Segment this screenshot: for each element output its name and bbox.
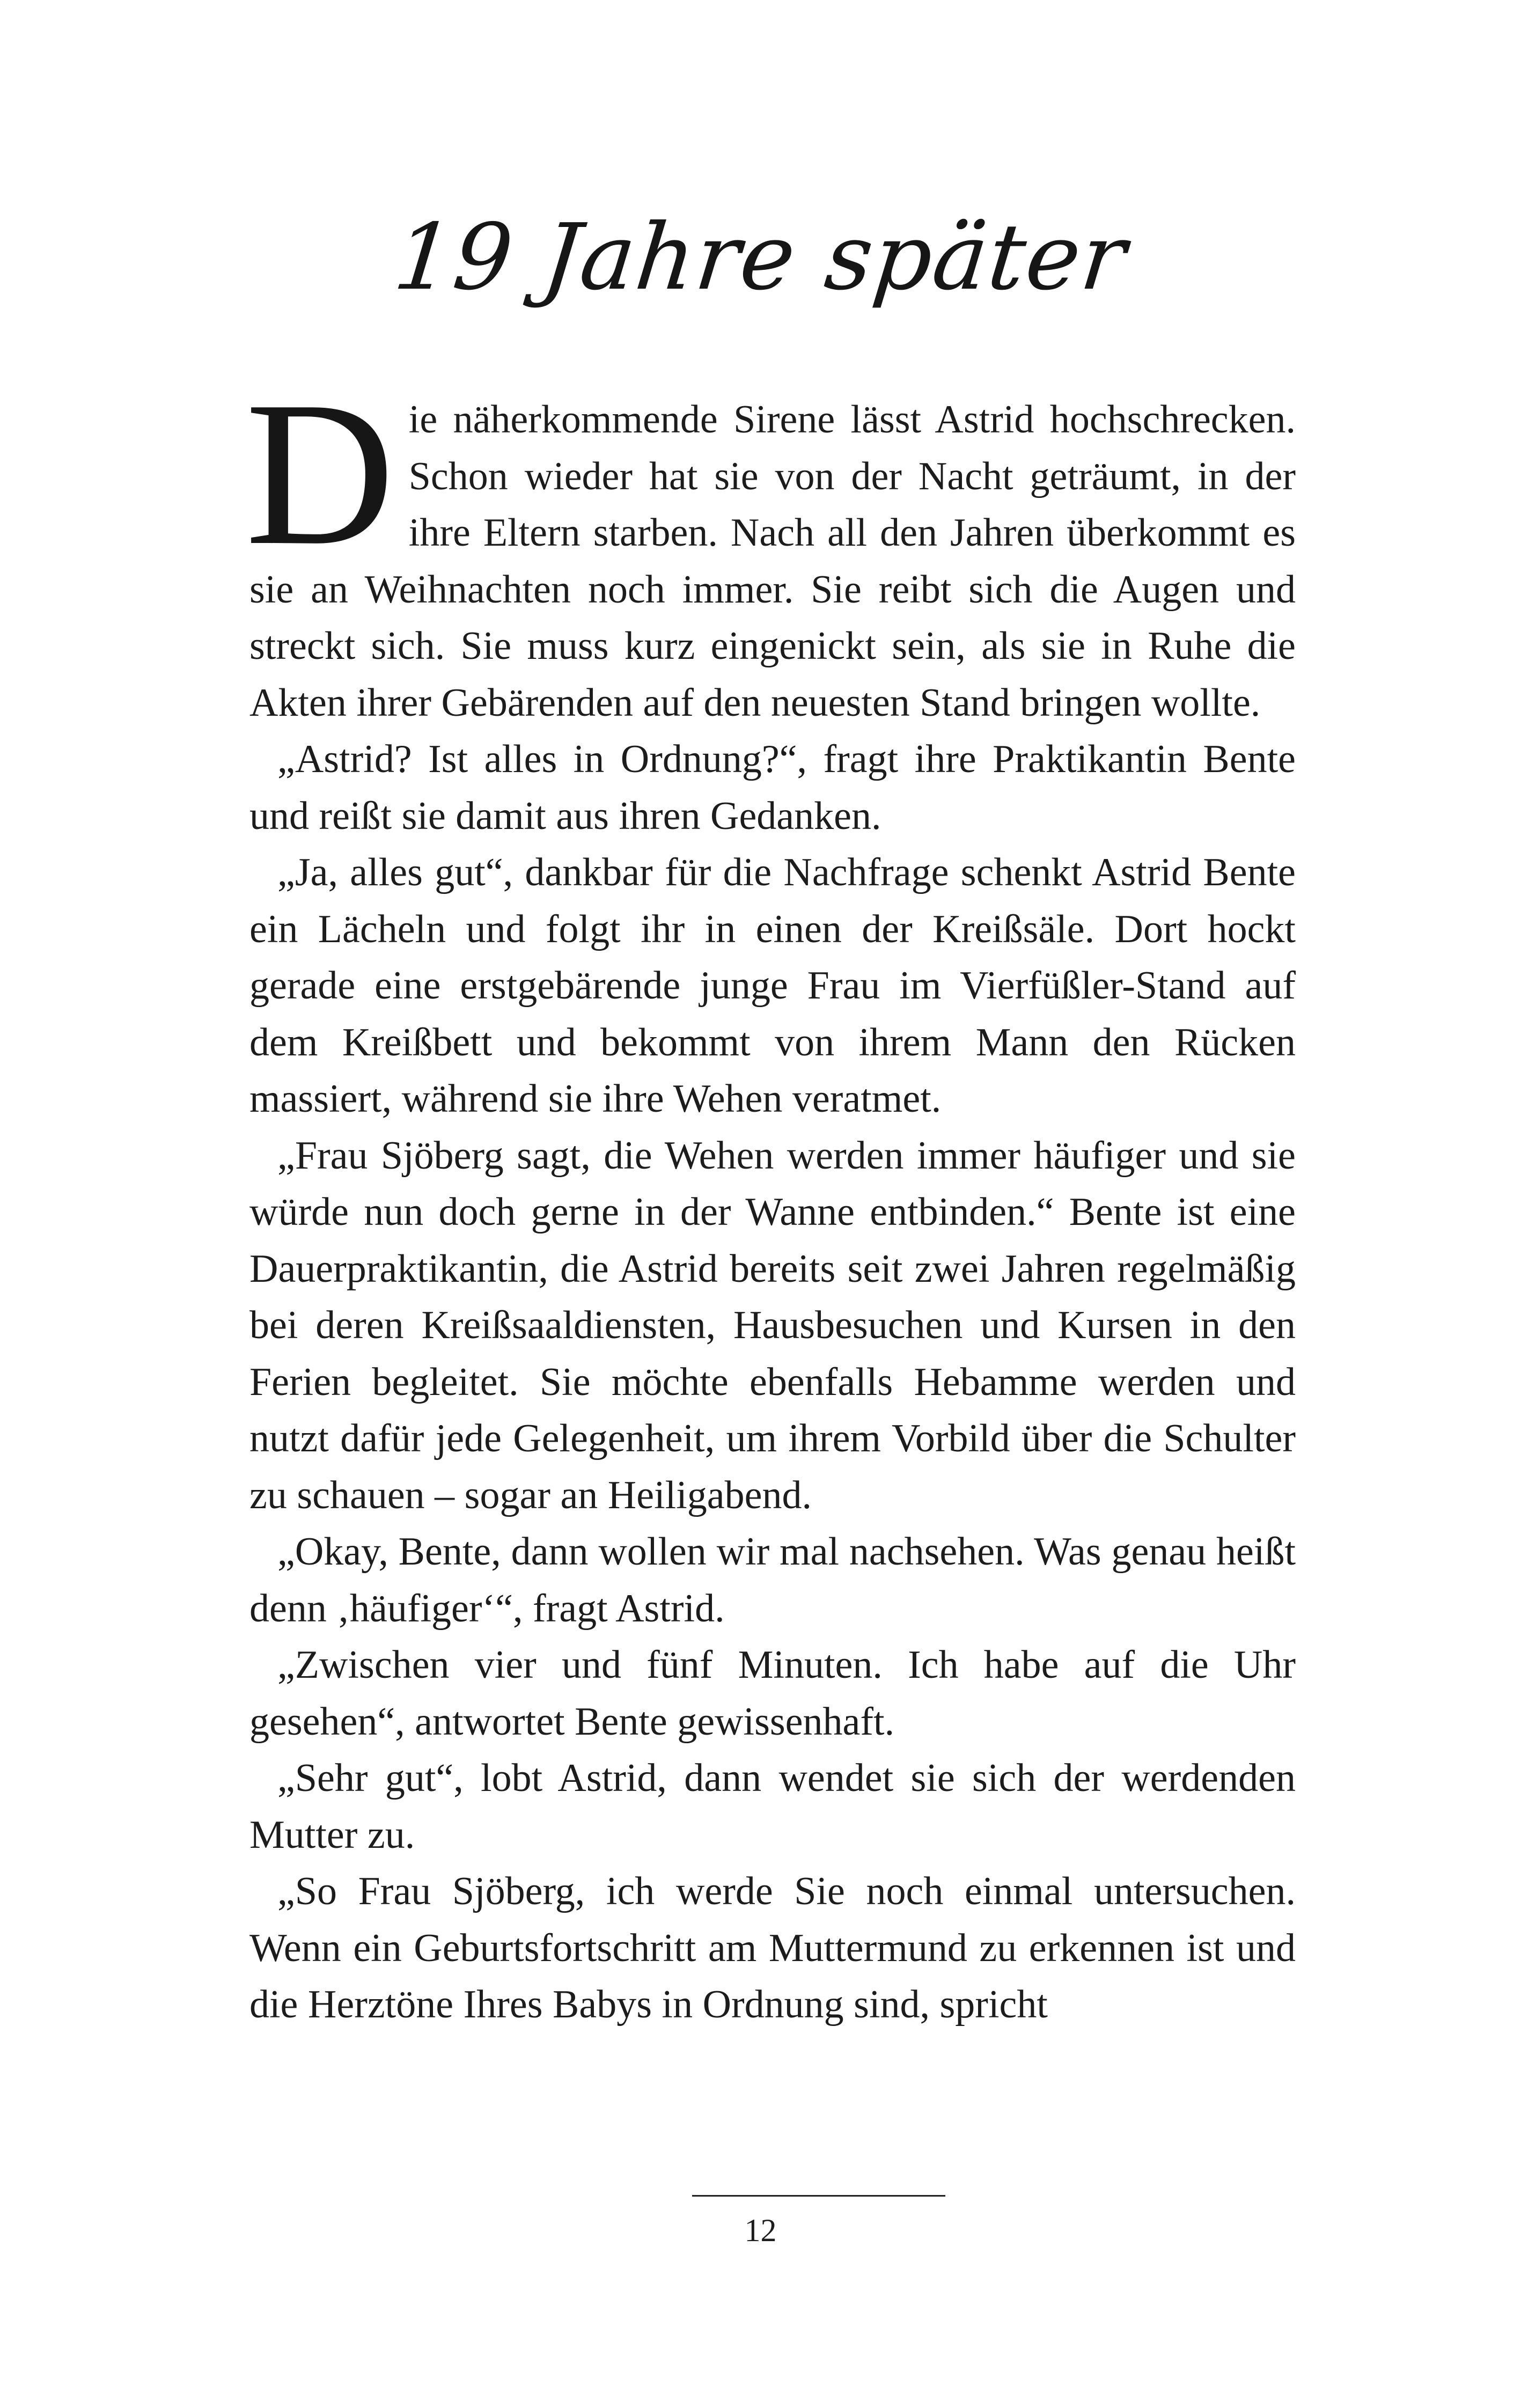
body-text [245,359,1296,2033]
footer-divider [692,2195,945,2197]
paragraph: „Sehr gut“, lobt Astrid, dann wendet sie sich der werdenden Mutter zu. [249,1756,1296,1857]
drop-cap: D [245,359,395,588]
paragraph-text: ie näherkommende Sirene lässt Astrid hochschrecken. Schon wieder hat sie von der Nacht geträumt, in der ihre Eltern starben. Nach all den Jahren überkommt es sie an Weihnachten noch immer. Sie reibt sich die Augen und streckt sich. Sie muss kurz eingenickt sein, als sie in Ruhe die Akten ihrer Gebärenden auf den neuesten Stand bringen wollte. [249,398,1296,725]
paragraph: „Ja, alles gut“, dankbar für die Nachfrage schenkt Astrid Bente ein Lächeln und folgt ihr in einen der Kreißsäle. Dort hockt gerade eine erstgebärende junge Frau im Vierfüßler-Stand auf dem Kreißbett und bekommt von ihrem Mann den Rücken massiert, während sie ihre Wehen veratmet. [249,850,1296,1121]
paragraph: „So Frau Sjöberg, ich werde Sie noch einmal untersuchen. Wenn ein Geburtsfortschritt am Muttermund zu erkennen ist und die Herztöne Ihres Babys in Ordnung sind, spricht [249,1869,1296,2027]
chapter-title: 19 Jahre später [389,204,1132,311]
paragraph: „Okay, Bente, dann wollen wir mal nachsehen. Was genau heißt denn ‚häufiger‘“, fragt Astrid. [249,1530,1296,1631]
paragraph: „Astrid? Ist alles in Ordnung?“, fragt ihre Praktikantin Bente und reißt sie damit aus ihren Gedanken. [249,737,1296,838]
paragraph: „Frau Sjöberg sagt, die Wehen werden immer häufiger und sie würde nun doch gerne in der Wanne entbinden.“ Bente ist eine Dauerpraktikantin, die Astrid bereits seit zwei Jahren regelmäßig bei deren Kreißsaaldiensten, Hausbesuchen und Kursen in den Ferien begleitet. Sie möchte ebenfalls Hebamme werden und nutzt dafür jede Gelegenheit, um ihrem Vorbild über die Schulter zu schauen – sogar an Heiligabend. [249,1133,1296,1517]
paragraph [245,359,1296,731]
paragraph: „Zwischen vier und fünf Minuten. Ich habe auf die Uhr gesehen“, antwortet Bente gewissenhaft. [249,1643,1296,1744]
page-number: 12 [744,2213,777,2248]
